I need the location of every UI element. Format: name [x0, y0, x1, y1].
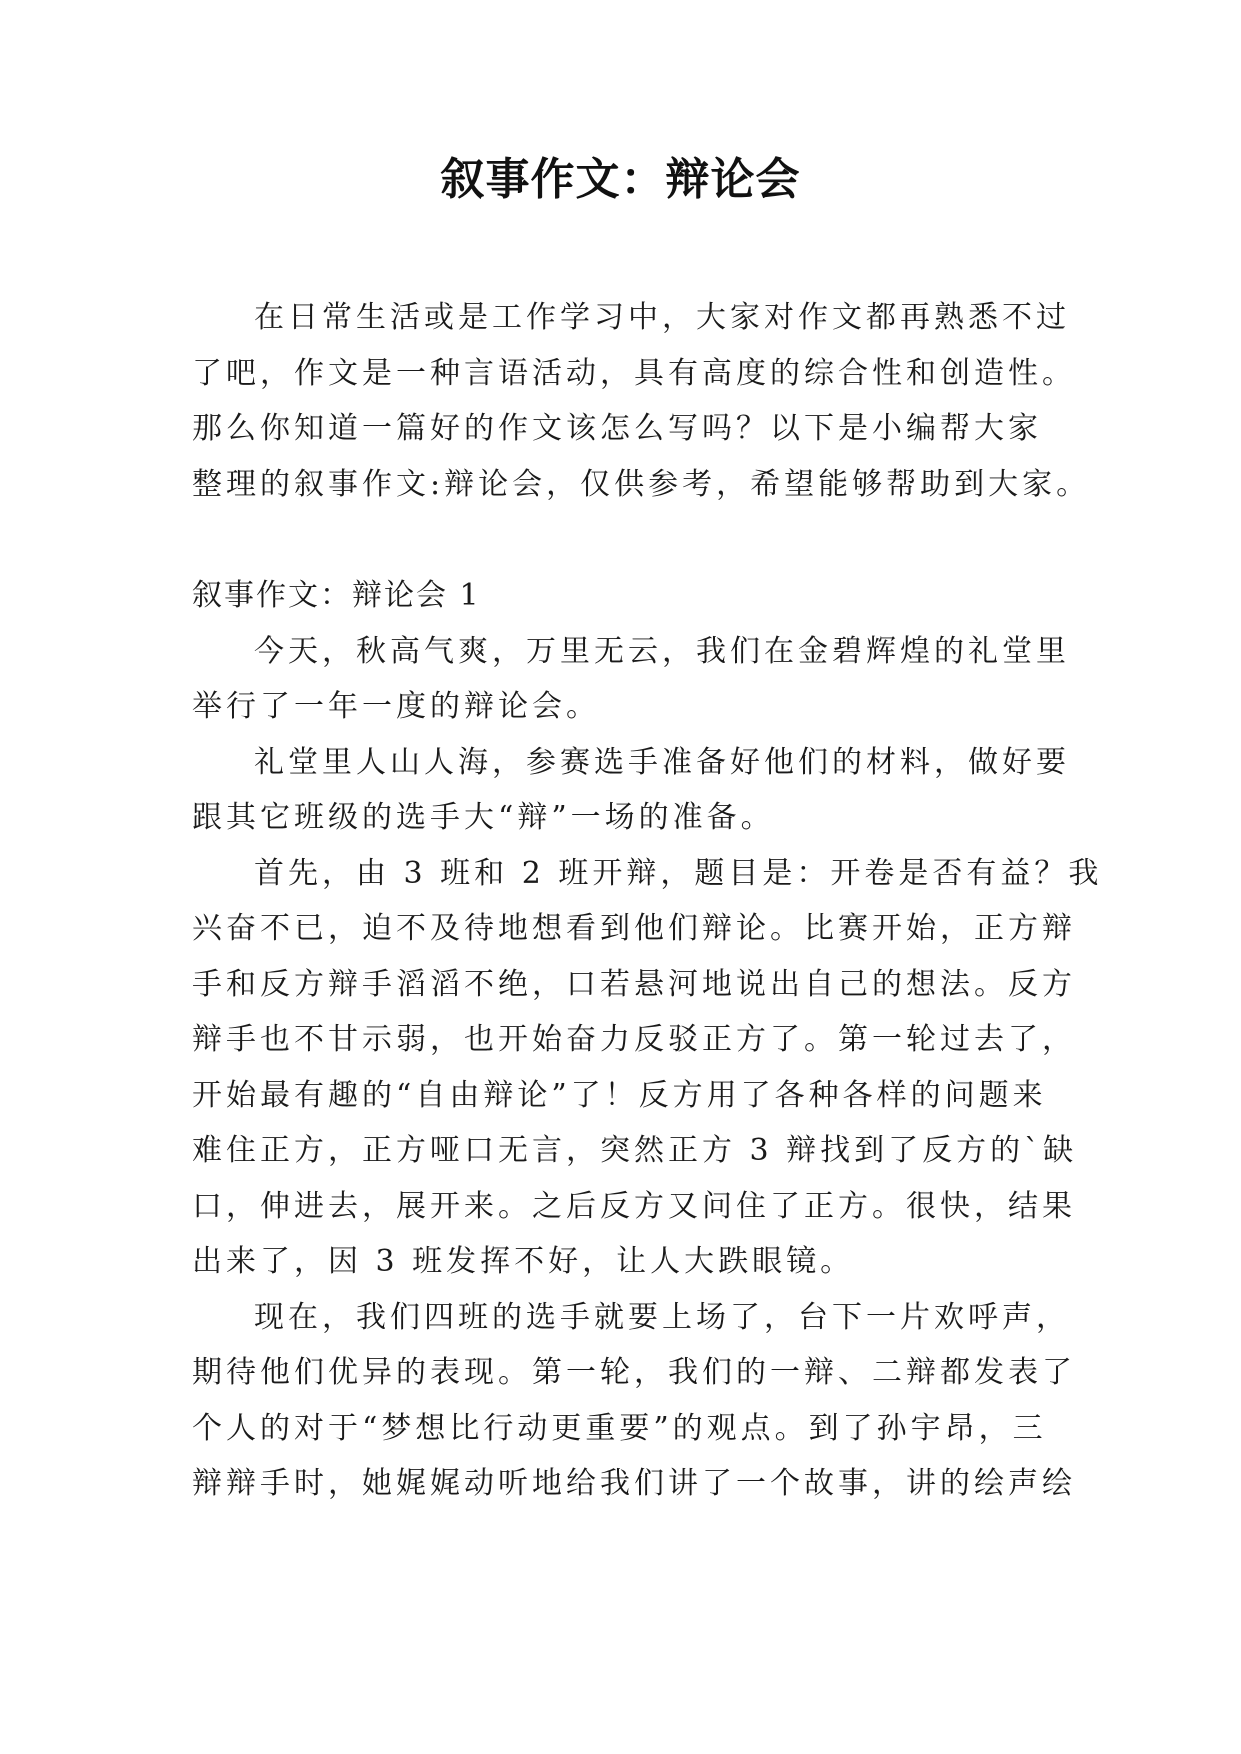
paragraph-line: 首先，由 3 班和 2 班开辩，题目是：开卷是否有益？我	[254, 855, 1103, 891]
body-paragraph	[192, 1290, 1076, 1512]
paragraph-line: 期待他们优异的表现。第一轮，我们的一辩、二辩都发表了	[192, 1355, 1076, 1390]
paragraph-line: 今天，秋高气爽，万里无云，我们在金碧辉煌的礼堂里	[254, 633, 1070, 669]
body-paragraph	[192, 846, 1103, 1290]
paragraph-gap	[192, 512, 1062, 568]
intro-paragraph	[192, 290, 1091, 512]
document-body	[192, 290, 1103, 1512]
paragraph-line: 难住正方，正方哑口无言，突然正方 3 辩找到了反方的`缺	[192, 1133, 1078, 1168]
paragraph-line: 辩辩手时，她娓娓动听地给我们讲了一个故事，讲的绘声绘	[192, 1466, 1076, 1501]
paragraph-line: 手和反方辩手滔滔不绝，口若悬河地说出自己的想法。反方	[192, 966, 1076, 1002]
paragraph-line: 辩手也不甘示弱，也开始奋力反驳正方了。第一轮过去了，	[192, 1022, 1076, 1057]
paragraph-line: 兴奋不已，迫不及待地想看到他们辩论。比赛开始，正方辩	[192, 911, 1076, 946]
body-paragraph	[192, 735, 1070, 846]
paragraph-line: 个人的对于“梦想比行动更重要”的观点。到了孙宇昂，三	[192, 1410, 1047, 1446]
paragraph-line: 举行了一年一度的辩论会。	[192, 689, 600, 724]
section-heading: 叙事作文：辩论会 1	[192, 578, 481, 613]
paragraph-line: 口，伸进去，展开来。之后反方又问住了正方。很快，结果	[192, 1188, 1076, 1224]
paragraph-line: 出来了，因 3 班发挥不好，让人大跌眼镜。	[192, 1244, 855, 1279]
paragraph-line: 现在，我们四班的选手就要上场了，台下一片欢呼声，	[254, 1299, 1070, 1335]
paragraph-line: 礼堂里人山人海，参赛选手准备好他们的材料，做好要	[254, 744, 1070, 780]
intro-line: 整理的叙事作文:辩论会，仅供参考，希望能够帮助到大家。	[192, 466, 1091, 502]
intro-line: 了吧，作文是一种言语活动，具有高度的综合性和创造性。	[192, 355, 1076, 391]
document-title: 叙事作文：辩论会	[440, 154, 801, 205]
intro-line: 那么你知道一篇好的作文该怎么写吗？以下是小编帮大家	[192, 411, 1042, 446]
paragraph-line: 开始最有趣的“自由辩论”了！反方用了各种各样的问题来	[192, 1077, 1047, 1113]
intro-line: 在日常生活或是工作学习中，大家对作文都再熟悉不过	[254, 300, 1070, 335]
paragraph-line: 跟其它班级的选手大“辩”一场的准备。	[192, 800, 775, 835]
body-paragraph	[192, 624, 1070, 735]
